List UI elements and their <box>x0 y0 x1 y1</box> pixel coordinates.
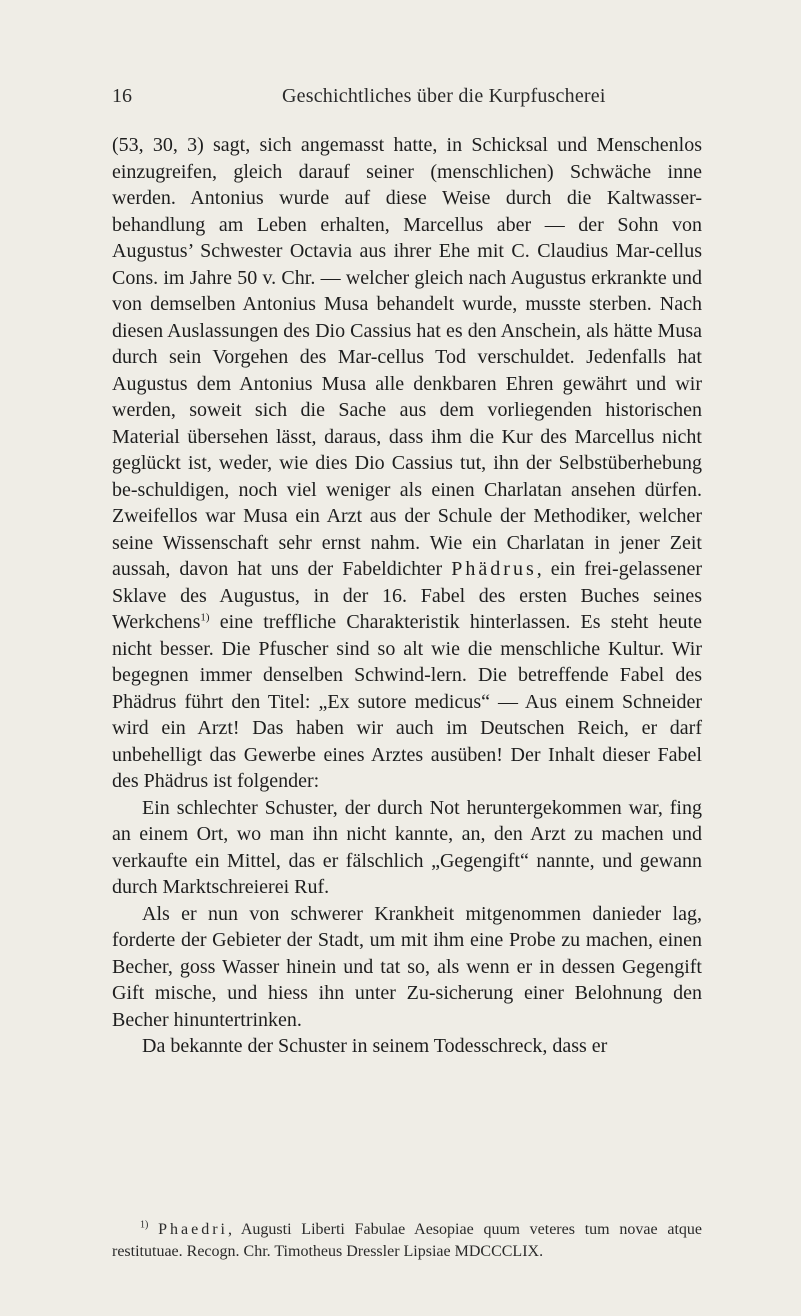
paragraph-2: Ein schlechter Schuster, der durch Not heruntergekommen war, fing an einem Ort, wo man ihn nicht kannte, an, den Arzt zu machen und verkaufte ein Mittel, das er fälschlich „Gegengift“ nannte, und gewann durch Marktschreierei Ruf. <box>112 796 702 898</box>
author-name-phaedrus: Phädrus <box>451 558 537 580</box>
paragraph-1 <box>112 132 702 795</box>
paragraph-1-text-b: , ein frei-gelassener Sklave des Augustus, in der 16. Fabel des ersten Buches seines Werkchens <box>112 558 702 633</box>
paragraph-1-text-c: eine treffliche Charakteristik hinterlassen. Es steht heute nicht besser. Die Pfuscher sind so alt wie die menschliche Kultur. Wir begegnen immer denselben Schwind-lern. Die betreffende Fabel des Phädrus führt den Titel: „Ex sutore medicus“ — Aus einem Schneider wird ein Arzt! Das haben wir auch im Deutschen Reich, er darf unbehelligt das Gewerbe eines Arztes ausüben! Der Inhalt dieser Fabel des Phädrus ist folgender: <box>112 611 702 792</box>
footnote-text <box>112 1219 702 1263</box>
page-number: 16 <box>112 85 132 107</box>
footnote-mark: 1) <box>140 1219 149 1231</box>
footnote <box>112 1219 702 1263</box>
footnote-reference[interactable]: 1) <box>200 611 210 624</box>
paragraph-1-text-a: (53, 30, 3) sagt, sich angemasst hatte, in Schicksal und Menschenlos einzugreifen, gleich darauf seiner (menschlichen) Schwäche inne werden. Antonius wurde auf diese Weise durch die Kaltwasser-behandlung am Leben erhalten, Marcellus aber — der Sohn von Augustus’ Schwester Octavia aus ihrer Ehe mit C. Claudius Mar-cellus Cons. im Jahre 50 v. Chr. — welcher gleich nach Augustus erkrankte und von demselben Antonius Musa behandelt wurde, musste sterben. Nach diesen Auslassungen des Dio Cassius hat es den Anschein, als hätte Musa durch sein Vorgehen des Mar-cellus Tod verschuldet. Jedenfalls hat Augustus dem Antonius Musa alle denkbaren Ehren gewährt und wir werden, soweit sich die Sache aus dem vorliegenden historischen Material übersehen lässt, daraus, dass ihm die Kur des Marcellus nicht geglückt ist, weder, wie dies Dio Cassius tut, ihn der Selbstüberhebung be-schuldigen, noch viel weniger als einen Charlatan ansehen dürfen. Zweifellos war Musa ein Arzt aus der Schule der Methodiker, welcher seine Wissenschaft sehr ernst nahm. Wie ein Charlatan in jener Zeit aussah, davon hat uns der Fabeldichter <box>112 134 702 580</box>
paragraph-3: Als er nun von schwerer Krankheit mitgenommen danieder lag, forderte der Gebieter der Stadt, um mit ihm eine Probe zu machen, einen Becher, goss Wasser hinein und tat so, als wenn er in dessen Gegengift Gift mische, und hiess ihn unter Zu-sicherung einer Belohnung den Becher hinuntertrinken. <box>112 902 702 1031</box>
footnote-body: , Augusti Liberti Fabulae Aesopiae quum veteres tum novae atque restitutuae. Recogn. Chr. Timotheus Dressler Lipsiae MDCCCLIX. <box>112 1221 702 1260</box>
page-header <box>112 85 702 115</box>
paragraph-4: Da bekannte der Schuster in seinem Todesschreck, dass er <box>142 1035 608 1057</box>
footnote-author: Phaedri <box>158 1221 228 1238</box>
running-head: Geschichtliches über die Kurpfuscherei <box>282 85 606 107</box>
body-text <box>112 132 702 1060</box>
